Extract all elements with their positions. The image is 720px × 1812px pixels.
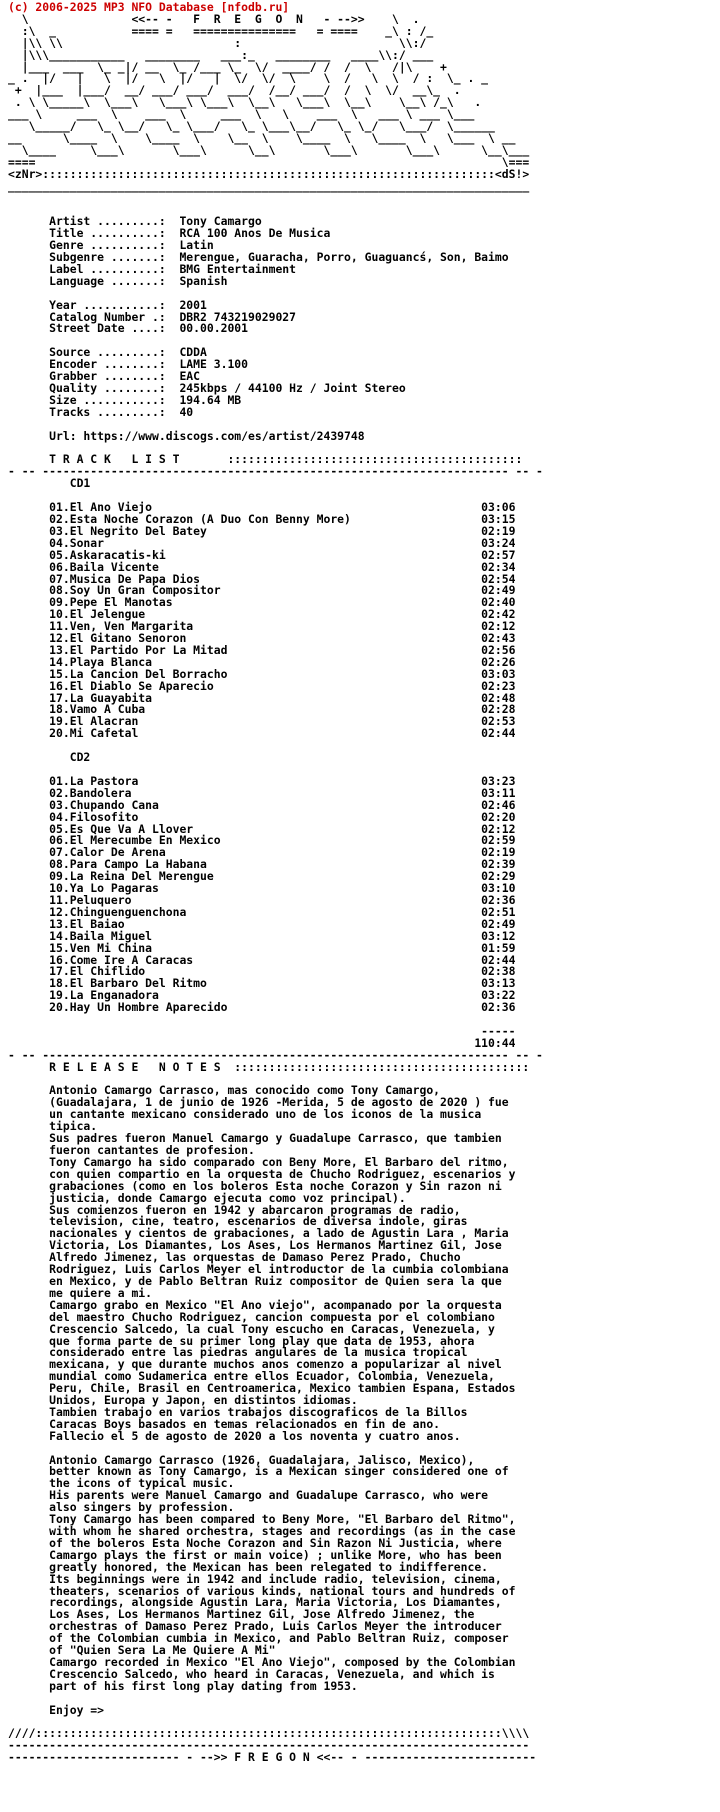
nfo-body: \ <<-- - F R E G O N - -->> \ . :\ _ ==== = =============== = ==== _\ : /_ |\\ \\ : \\:/ |\\\___________ ________ ___:_ ________ ____\\:/ ___ |___ ___ \_ _|/ __ \_ /___ \_ \/ ____/ / / \ /|\ + _ . |/ | \ |/ \ |/ | \/ \/ \ \ / \ \ / : \_ . _ + |___ |___/ __/ ___/ ___/ ___/ /__/ ___/ / \ \/ __\_ . . \ \_____\ \___\ \___\ \___\ \__\ \___\ \__\ \__\ /_\ . ___ \ ___ \ ___ \ ___ \ \ ___ \ ___ \ ___ \___ \_____/ \_ \__/ \_ \___/ \_ \___\__/ \_ \_/ \___/ \______ __ \____ \ \____ \ \__ \ \____ \ \____ \ \___ \ __ \____ \___\ \___\ \__\ \___\ \___\ \__\___ ==== \=== <zNr>::::::::::::::::::::::::::::::::::::::::::::::::::::::::::::::::::<dS!> ____________________________________________________________________________ Artist .........: Tony Camargo Title ..........: RCA 100 Anos De Musica Genre ..........: Latin Subgenre .......: Merengue, Guaracha, Porro, Guaguancś, Son, Baimo Label ..........: BMG Entertainment Language .......: Spanish Year ...........: 2001 Catalog Number .: DBR2 743219029027 Street Date ....: 00.00.2001 Source .........: CDDA Encoder ........: LAME 3.100 Grabber ........: EAC Quality ........: 245kbps / 44100 Hz / Joint Stereo Size ...........: 194.64 MB Tracks .........: 40 Url: https://www.discogs.com/es/artist/2439748 T R A C K L I S T ::::::::::::::::::::::::::::::::::::::::::: - -- -------------------------------------------------------------------- -- - CD1 01.El Ano Viejo 03:06 02.Esta Noche Corazon (A Duo Con Benny More) 03:15 03.El Negrito Del Batey 02:19 04.Sonar 03:24 05.Askaracatis-ki 02:57 06.Baila Vicente 02:34 07.Musica De Papa Dios 02:54 08.Soy Un Gran Compositor 02:49 09.Pepe El Manotas 02:40 10.El Jelengue 02:42 11.Ven, Ven Margarita 02:12 12.El Gitano Senoron 02:43 13.El Partido Por La Mitad 02:56 14.Playa Blanca 02:26 15.La Cancion Del Borracho 03:03 16.El Diablo Se Aparecio 02:23 17.La Guayabita 02:48 18.Vamo A Cuba 02:28 19.El Alacran 02:53 20.Mi Cafetal 02:44 CD2 01.La Pastora 03:23 02.Bandolera 03:11 03.Chupando Cana 02:46 04.Filosofito 02:20 05.Es Que Va A Llover 02:12 06.El Merecumbe En Mexico 02:59 07.Calor De Arena 02:19 08.Para Campo La Habana 02:39 09.La Reina Del Merengue 02:29 10.Ya Lo Pagaras 03:10 11.Peluquero 02:36 12.Chinguenguenchona 02:51 13.El Baiao 02:49 14.Baila Miguel 03:12 15.Ven Mi China 01:59 16.Come Ire A Caracas 02:44 17.El Chiflido 02:38 18.El Barbaro Del Ritmo 03:13 19.La Enganadora 03:22 20.Hay Un Hombre Aparecido 02:36 ----- 110:44 - -- -------------------------------------------------------------------- -- - R E L E A S E N O T E S ::::::::::::::::::::::::::::::::::::::::::: Antonio Camargo Carrasco, mas conocido como Tony Camargo, (Guadalajara, 1 de junio de 1926 -Merida, 5 de agosto de 2020 ) fue un cantante mexicano considerado uno de los iconos de la musica tipica. Sus padres fueron Manuel Camargo y Guadalupe Carrasco, que tambien fueron cantantes de profesion. Tony Camargo ha sido comparado con Beny More, El Barbaro del ritmo, con quien compartio en la orquesta de Chucho Rodriguez, escenarios y grabaciones (como en los boleros Esta noche Corazon y Sin razon ni justicia, donde Camargo ejecuta como voz principal). Sus comienzos fueron en 1942 y abarcaron programas de radio, television, cine, teatro, escenarios de diversa indole, giras nacionales y cientos de grabaciones, a lado de Agustin Lara , Maria Victoria, Los Diamantes, Los Ases, Los Hermanos Martinez Gil, Jose Alfredo Jimenez, las orquestas de Damaso Perez Prado, Chucho Rodriguez, Luis Carlos Meyer el introductor de la cumbia colombiana en Mexico, y de Pablo Beltran Ruiz compositor de Quien sera la que me quiere a mi. Camargo grabo en Mexico "El Ano viejo", acompanado por la orquesta del maestro Chucho Rodriguez, cancion compuesta por el colombiano Crescencio Salcedo, la cual Tony escucho en Caracas, Venezuela, y que forma parte de su primer long play que data de 1953, ahora considerado entre las piedras angulares de la musica tropical mexicana, y que durante muchos anos comenzo a popularizar al nivel mundial como Sudamerica entre ellos Ecuador, Colombia, Venezuela, Peru, Chile, Brasil en Centroamerica, Mexico tambien Espana, Estados Unidos, Europa y Japon, en distintos idiomas. Tambien trabajo en varios trabajos discograficos de la Billos Caracas Boys basados en temas relacionados en fin de ano. Fallecio el 5 de agosto de 2020 a los noventa y cuatro anos. Antonio Camargo Carrasco (1926, Guadalajara, Jalisco, Mexico), better known as Tony Camargo, is a Mexican singer considered one of the icons of typical music. His parents were Manuel Camargo and Guadalupe Carrasco, who were also singers by profession. Tony Camargo has been compared to Beny More, "El Barbaro del Ritmo", with whom he shared orchestra, stages and recordings (as in the case of the boleros Esta Noche Corazon and Sin Razon Ni Justicia, where Camargo plays the first or main voice) ; unlike More, who has been greatly honored, the Mexican has been relegated to indifference. Its beginnings were in 1942 and include radio, television, cinema, theaters, scenarios of various kinds, national tours and hundreds of recordings, alongside Agustin Lara, Maria Victoria, Los Diamantes, Los Ases, Los Hermanos Martinez Gil, Jose Alfredo Jimenez, the orchestras of Damaso Perez Prado, Luis Carlos Meyer the introducer of the Colombian cumbia in Mexico, and Pablo Beltran Ruiz, composer of "Quien Sera La Me Quiere A Mi" Camargo recorded in Mexico "El Ano Viejo", composed by the Colombian Crescencio Salcedo, who heard in Caracas, Venezuela, and which is part of his first long play dating from 1953. Enjoy => ////::::::::::::::::::::::::::::::::::::::::::::::::::::::::::::::::::::\\\\ ---------------------------------------------------------------------------- ------------------------- - -->> F R E G O N <<-- - ------------------------- (8, 11, 543, 1765)
header-link[interactable]: (c) 2006-2025 MP3 NFO Database [nfodb.ru] (8, 0, 290, 14)
nfo-document (8, 2, 712, 1764)
